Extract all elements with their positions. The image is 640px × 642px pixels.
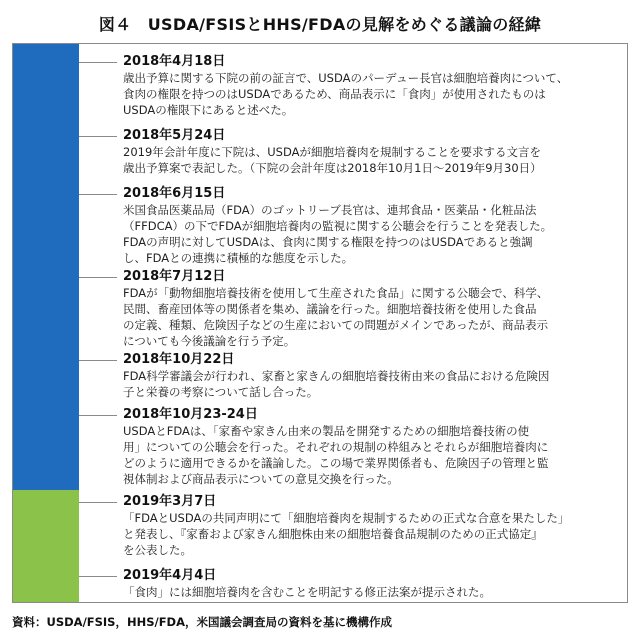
- event-description: [123, 70, 623, 118]
- event-connector: [79, 360, 117, 361]
- event-line: 食肉の権限を持つのはUSDAであるため、商品表示に「食肉」が使用されたものは: [123, 87, 546, 101]
- event-date: 2019年4月4日: [123, 568, 217, 583]
- event-connector: [79, 502, 117, 503]
- event-line: USDAの権限下にあると述べた。: [123, 103, 294, 117]
- event-date: 2018年10月23-24日: [123, 407, 258, 422]
- event-date: 2018年5月24日: [123, 128, 226, 143]
- event-description: [123, 144, 623, 176]
- event-date: 2018年4月18日: [123, 54, 226, 69]
- event-date: 2018年10月22日: [123, 352, 235, 367]
- event-line: についても今後議論を行う予定。: [123, 334, 296, 348]
- event-line: FDAの声明に対してUSDAは、食肉に関する権限を持つのはUSDAであると強調: [123, 235, 533, 249]
- timeline-bar-2018: [13, 44, 79, 490]
- event-line: FDA科学審議会が行われ、家畜と家きんの細胞培養技術由来の食品における危険因: [123, 369, 550, 383]
- event-date: 2018年6月15日: [123, 186, 226, 201]
- event-line: 用」についての公聴会を行った。それぞれの規制の枠組みとそれらが細胞培養肉に: [123, 440, 549, 454]
- event-description: [123, 584, 623, 600]
- event-connector: [79, 194, 117, 195]
- event-connector: [79, 277, 117, 278]
- event-line: 「食肉」には細胞培養肉を含むことを明記する修正法案が提示された。: [123, 585, 491, 599]
- event-connector: [79, 136, 117, 137]
- event-line: の定義、種類、危険因子などの生産においての問題がメインであったが、商品表示: [123, 318, 549, 332]
- event-line: USDAとFDAは、「家畜や家きん由来の製品を開発するための細胞培養技術の使: [123, 424, 530, 438]
- event-line: 歳出予算に関する下院の前の証言で、USDAのパーデュー長官は細胞培養肉について、: [123, 71, 569, 85]
- event-line: を公表した。: [123, 543, 192, 557]
- event-line: 民間、畜産団体等の関係者を集め、議論を行った。細胞培養技術を使用した食品: [123, 302, 537, 316]
- event-description: [123, 423, 623, 487]
- event-description: [123, 202, 623, 266]
- event-description: [123, 285, 623, 349]
- event-connector: [79, 576, 117, 577]
- event-line: 2019年会計年度に下院は、USDAが細胞培養肉を規制することを要求する文言を: [123, 145, 541, 159]
- event-connector: [79, 415, 117, 416]
- source-note: 資料：USDA/FSIS，HHS/FDA，米国議会調査局の資料を基に機構作成: [12, 615, 392, 629]
- event-description: [123, 368, 623, 400]
- event-line: どのように適用できるかを議論した。この場で業界関係者も、危険因子の管理と監: [123, 456, 549, 470]
- event-line: 米国食品医薬品局（FDA）のゴットリーブ長官は、連邦食品・医薬品・化粧品法: [123, 203, 537, 217]
- event-line: 「FDAとUSDAの共同声明にて「細胞培養肉を規制するための正式な合意を果たした」: [123, 511, 570, 525]
- event-date: 2018年7月12日: [123, 269, 226, 284]
- event-line: 子と栄養の考察について話し合った。: [123, 385, 319, 399]
- event-date: 2019年3月7日: [123, 494, 217, 509]
- event-description: [123, 510, 623, 558]
- event-line: 歳出予算案で表記した。（下院の会計年度は2018年10月1日～2019年9月30日）: [123, 161, 542, 175]
- event-line: （FFDCA）の下でFDAが細胞培養肉の監視に関する公聴会を行うことを発表した。: [123, 219, 553, 233]
- timeline-bar-2019: [13, 490, 79, 602]
- event-line: し、FDAとの連携に積極的な態度を示した。: [123, 251, 354, 265]
- event-line: FDAが「動物細胞培養技術を使用して生産された食品」に関する公聴会で、科学、: [123, 286, 549, 300]
- event-line: と発表し、『家畜および家きん細胞株由来の細胞培養食品規制のための正式協定』: [123, 527, 543, 541]
- figure-title: 図４ USDA/FSISとHHS/FDAの見解をめぐる議論の経緯: [98, 15, 542, 34]
- event-connector: [79, 62, 117, 63]
- event-line: 視体制および商品表示についての意見交換を行った。: [123, 472, 399, 486]
